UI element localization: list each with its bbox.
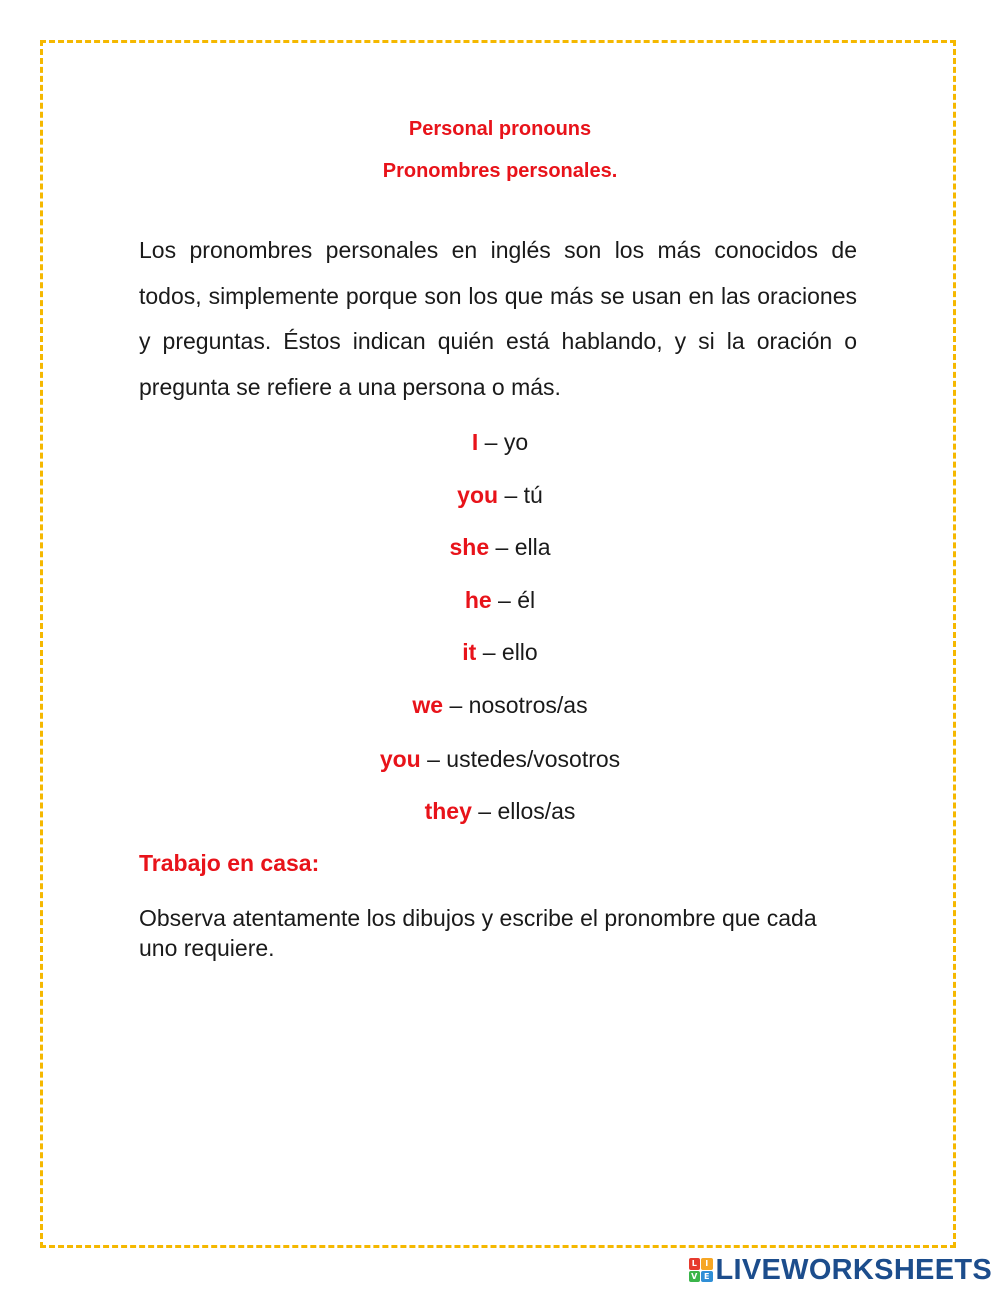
pronoun-row (0, 533, 1000, 561)
page-title: Personal pronouns (408, 118, 592, 140)
pronoun-english: she (449, 534, 490, 560)
pronoun-spanish: ello (501, 639, 538, 665)
pronoun-row (0, 428, 1000, 456)
pronoun-english: you (457, 482, 499, 508)
pronoun-spanish: él (517, 587, 536, 613)
pronoun-english: we (412, 692, 444, 718)
pronoun-separator: – (489, 534, 515, 560)
liveworksheets-logo-text: LIVEWORKSHEETS (715, 1253, 992, 1286)
pronoun-row (0, 745, 1000, 773)
pronoun-separator: – (443, 692, 469, 718)
liveworksheets-logo[interactable] (689, 1253, 993, 1287)
logo-mark-letter: V (689, 1271, 701, 1283)
pronoun-spanish: yo (503, 429, 529, 455)
pronoun-english: I (471, 429, 479, 455)
pronoun-separator: – (476, 639, 502, 665)
pronoun-row (0, 638, 1000, 666)
pronoun-english: he (464, 587, 492, 613)
page-subtitle: Pronombres personales. (382, 160, 618, 182)
pronoun-spanish: ella (514, 534, 551, 560)
logo-mark-letter: I (701, 1258, 713, 1270)
pronoun-spanish: tú (523, 482, 543, 508)
pronoun-english: they (424, 798, 472, 824)
logo-mark-letter: E (701, 1271, 713, 1283)
pronoun-spanish: ustedes/vosotros (446, 746, 621, 772)
pronoun-separator: – (420, 746, 447, 772)
pronoun-row (0, 586, 1000, 614)
pronoun-separator: – (471, 798, 498, 824)
liveworksheets-logo-mark-icon (689, 1258, 713, 1282)
pronoun-separator: – (498, 482, 524, 508)
logo-mark-letter: L (689, 1258, 701, 1270)
homework-heading: Trabajo en casa: (139, 850, 320, 876)
pronoun-row (0, 797, 1000, 825)
pronoun-row (0, 481, 1000, 509)
intro-paragraph: Los pronombres personales en inglés son los más conocidos de todos, simplemente porque son los que más se usan en las oraciones y preguntas. Éstos indican quién está hablando, y si la oración o pregunta se refiere a una persona o más. (139, 237, 857, 400)
pronoun-spanish: ellos/as (497, 798, 576, 824)
pronoun-english: you (379, 746, 421, 772)
pronoun-separator: – (491, 587, 518, 613)
pronoun-separator: – (478, 429, 504, 455)
homework-instructions: Observa atentamente los dibujos y escribe el pronombre que cada uno requiere. (139, 905, 817, 961)
pronoun-row (0, 691, 1000, 719)
pronoun-spanish: nosotros/as (468, 692, 588, 718)
pronoun-english: it (462, 639, 477, 665)
